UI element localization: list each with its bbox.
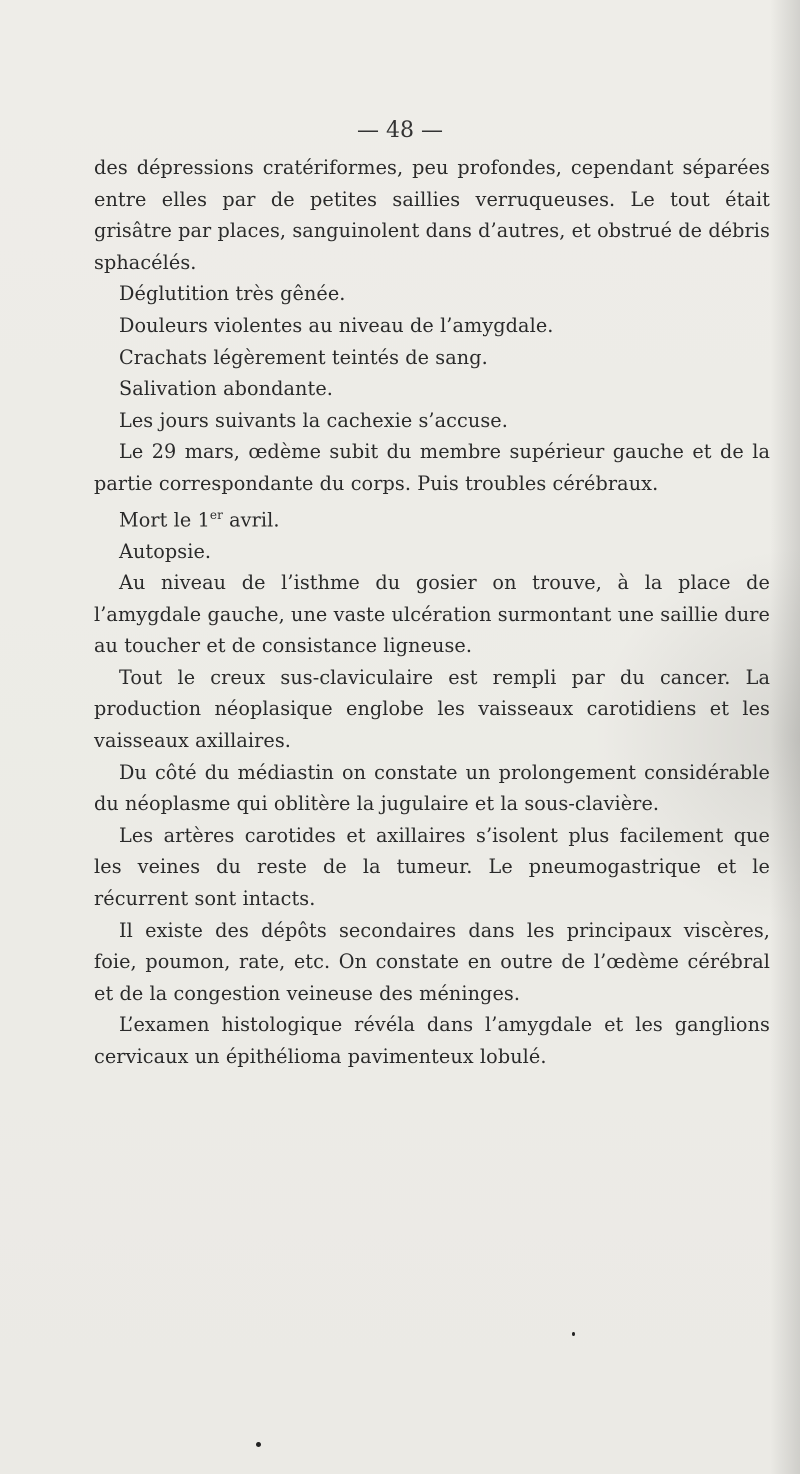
paragraph-13: Les artères carotides et axillaires s’isolent plus facilement que les veines du reste de la tumeur. Le pneumogastrique et le récurrent sont intacts.: [94, 823, 770, 911]
paragraph-8-death-date: [94, 500, 770, 536]
paragraph-9: Autopsie.: [119, 539, 212, 563]
paragraph-10: Au niveau de l’isthme du gosier on trouve, à la place de l’amygdale gauche, une vaste ulcération surmontant une saillie dure au toucher et de consistance ligneuse.: [94, 571, 770, 658]
paragraph-12: Du côté du médiastin on constate un prolongement considérable du néoplasme qui oblitère la jugulaire et la sous-clavière.: [94, 760, 770, 816]
page-edge-shadow: [770, 0, 800, 1474]
mort-superscript: er: [209, 507, 223, 522]
paragraph-7: Le 29 mars, œdème subit du membre supérieur gauche et de la partie correspondante du corps. Puis troubles cérébraux.: [94, 440, 770, 495]
paragraph-3: Douleurs violentes au niveau de l’amygdale.: [119, 313, 554, 337]
mort-suffix: avril.: [222, 507, 280, 531]
paragraph-1: des dépressions cratériformes, peu profondes, cependant séparées entre elles par de petites saillies verruqueuses. Le tout était grisâtre par places, sanguinolent dans d’autres, et obstrué de débris sphacélés.: [94, 156, 770, 274]
mort-prefix: Mort le 1: [119, 507, 210, 531]
paragraph-11: Tout le creux sus-claviculaire est rempli par du cancer. La production néoplasique englobe les vaisseaux carotidiens et les vaisseaux axillaires.: [94, 665, 770, 753]
page-number: — 48 —: [357, 118, 443, 143]
paragraph-6: Les jours suivants la cachexie s’accuse.: [119, 408, 508, 432]
paragraph-2: Déglutition très gênée.: [119, 282, 346, 306]
body-text: [94, 152, 770, 1073]
ink-speck: [572, 1332, 575, 1336]
paragraph-14: Il existe des dépôts secondaires dans les principaux viscères, foie, poumon, rate, etc. On constate en outre de l’œdème cérébral et de la congestion veineuse des méninges.: [94, 918, 770, 1005]
paragraph-5: Salivation abondante.: [119, 377, 333, 401]
ink-speck: [256, 1442, 261, 1447]
paragraph-4: Crachats légèrement teintés de sang.: [119, 345, 488, 369]
paragraph-15: L’examen histologique révéla dans l’amygdale et les ganglions cervicaux un épithélioma pavimenteux lobulé.: [94, 1013, 770, 1069]
